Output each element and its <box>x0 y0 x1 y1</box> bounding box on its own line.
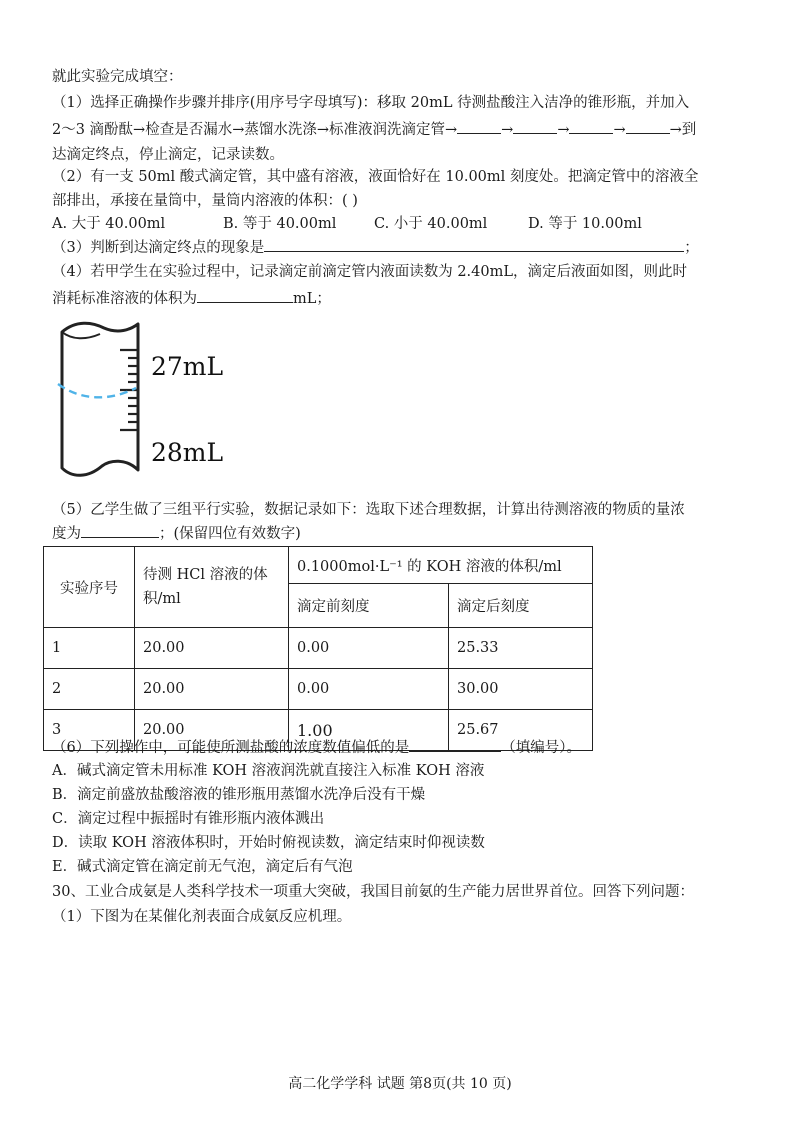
q2-line1: （2）有一支 50ml 酸式滴定管，其中盛有溶液，液面恰好在 10.00ml 刻度处。把滴定管中的溶液全 <box>52 169 699 185</box>
row1-hcl: 20.00 <box>135 628 289 669</box>
q1-line3: 达滴定终点，停止滴定，记录读数。 <box>52 147 284 163</box>
q1-blank-2[interactable] <box>513 119 557 134</box>
q4-unit: mL； <box>293 291 331 307</box>
burette-outline <box>62 323 138 475</box>
q6-option-b[interactable]: B．滴定前盛放盐酸溶液的锥形瓶用蒸馏水洗净后没有干燥 <box>52 787 426 803</box>
q2-line2: 部排出，承接在量筒中，量筒内溶液的体积：( ) <box>52 193 358 209</box>
q4-text: 消耗标准溶液的体积为 <box>52 291 197 307</box>
q1-arrow-2: → <box>557 122 570 138</box>
q5-line2 <box>52 523 301 544</box>
burette-label-27: 27mL <box>151 352 224 381</box>
q3-end: ； <box>684 240 699 256</box>
q4-blank[interactable] <box>197 288 293 303</box>
q1-blank-4[interactable] <box>626 119 670 134</box>
q1-arrow-3: → <box>613 122 626 138</box>
table-row <box>44 628 593 669</box>
row3-seq: 3 <box>44 710 135 751</box>
q4-line2 <box>52 288 331 309</box>
q2-option-b[interactable]: B. 等于 40.00ml <box>223 216 337 232</box>
q3-blank[interactable] <box>264 237 684 252</box>
header-before: 滴定前刻度 <box>289 584 449 628</box>
q3-text: （3）判断到达滴定终点的现象是 <box>52 240 265 256</box>
q1-line2-text: 2～3 滴酚酞→检查是否漏水→蒸馏水洗涤→标准液润洗滴定管→ <box>52 122 458 138</box>
q6-option-c[interactable]: C．滴定过程中振摇时有锥形瓶内液体溅出 <box>52 811 325 827</box>
row2-after: 30.00 <box>449 669 593 710</box>
q6-end: （填编号）。 <box>501 740 581 756</box>
q5-line1: （5）乙学生做了三组平行实验，数据记录如下：选取下述合理数据，计算出待测溶液的物质的量浓 <box>52 502 685 518</box>
row3-before: 1.00 <box>289 710 449 751</box>
header-after: 滴定后刻度 <box>449 584 593 628</box>
q6-blank[interactable] <box>409 737 501 752</box>
header-koh: 0.1000mol·L⁻¹ 的 KOH 溶液的体积/ml <box>289 547 593 584</box>
header-hcl: 待测 HCl 溶液的体积/ml <box>135 547 289 628</box>
data-table <box>43 546 593 751</box>
q6-line <box>52 737 581 758</box>
q2-option-a[interactable]: A. 大于 40.00ml <box>52 216 166 232</box>
q2-option-d[interactable]: D. 等于 10.00ml <box>528 216 642 232</box>
q3-line <box>52 237 699 258</box>
row1-after: 25.33 <box>449 628 593 669</box>
row3-after: 25.67 <box>449 710 593 751</box>
q5-text: 度为 <box>52 526 81 542</box>
q6-text: （6）下列操作中，可能使所测盐酸的浓度数值偏低的是 <box>52 740 410 756</box>
q5-blank[interactable] <box>81 523 159 538</box>
intro-text: 就此实验完成填空： <box>52 69 183 85</box>
q2-option-c[interactable]: C. 小于 40.00ml <box>374 216 488 232</box>
q4-line1: （4）若甲学生在实验过程中，记录滴定前滴定管内液面读数为 2.40mL，滴定后液面如图，则此时 <box>52 264 687 280</box>
row1-seq: 1 <box>44 628 135 669</box>
q6-option-d[interactable]: D．读取 KOH 溶液体积时，开始时俯视读数，滴定结束时仰视读数 <box>52 835 485 851</box>
q1-line2 <box>52 119 696 140</box>
table-row <box>44 669 593 710</box>
q5-end: ；(保留四位有效数字) <box>159 526 301 542</box>
q6-option-e[interactable]: E．碱式滴定管在滴定前无气泡，滴定后有气泡 <box>52 859 353 875</box>
row3-hcl: 20.00 <box>135 710 289 751</box>
q2-options <box>52 214 752 234</box>
row1-before: 0.00 <box>289 628 449 669</box>
burette-top-rim <box>62 332 100 338</box>
q1-line2-end: →到 <box>669 122 697 138</box>
q1-line1: （1）选择正确操作步骤并排序(用序号字母填写)：移取 20mL 待测盐酸注入洁净的锥形瓶，并加入 <box>52 95 690 111</box>
row2-hcl: 20.00 <box>135 669 289 710</box>
q30-line1: 30、工业合成氨是人类科学技术一项重大突破，我国目前氨的生产能力居世界首位。回答下列问题： <box>52 884 694 900</box>
q30-line2: （1）下图为在某催化剂表面合成氨反应机理。 <box>52 909 352 925</box>
q6-option-a[interactable]: A．碱式滴定管未用标准 KOH 溶液润洗就直接注入标准 KOH 溶液 <box>52 763 485 779</box>
row2-seq: 2 <box>44 669 135 710</box>
q1-blank-1[interactable] <box>457 119 501 134</box>
burette-scale-ticks <box>120 350 138 430</box>
page-footer: 高二化学学科 试题 第8页(共 10 页) <box>288 1076 512 1092</box>
q1-blank-3[interactable] <box>569 119 613 134</box>
table-header-row <box>44 547 593 584</box>
burette-label-28: 28mL <box>151 438 224 467</box>
header-seq: 实验序号 <box>44 547 135 628</box>
q1-arrow-1: → <box>501 122 514 138</box>
burette-figure <box>56 318 146 490</box>
row2-before: 0.00 <box>289 669 449 710</box>
